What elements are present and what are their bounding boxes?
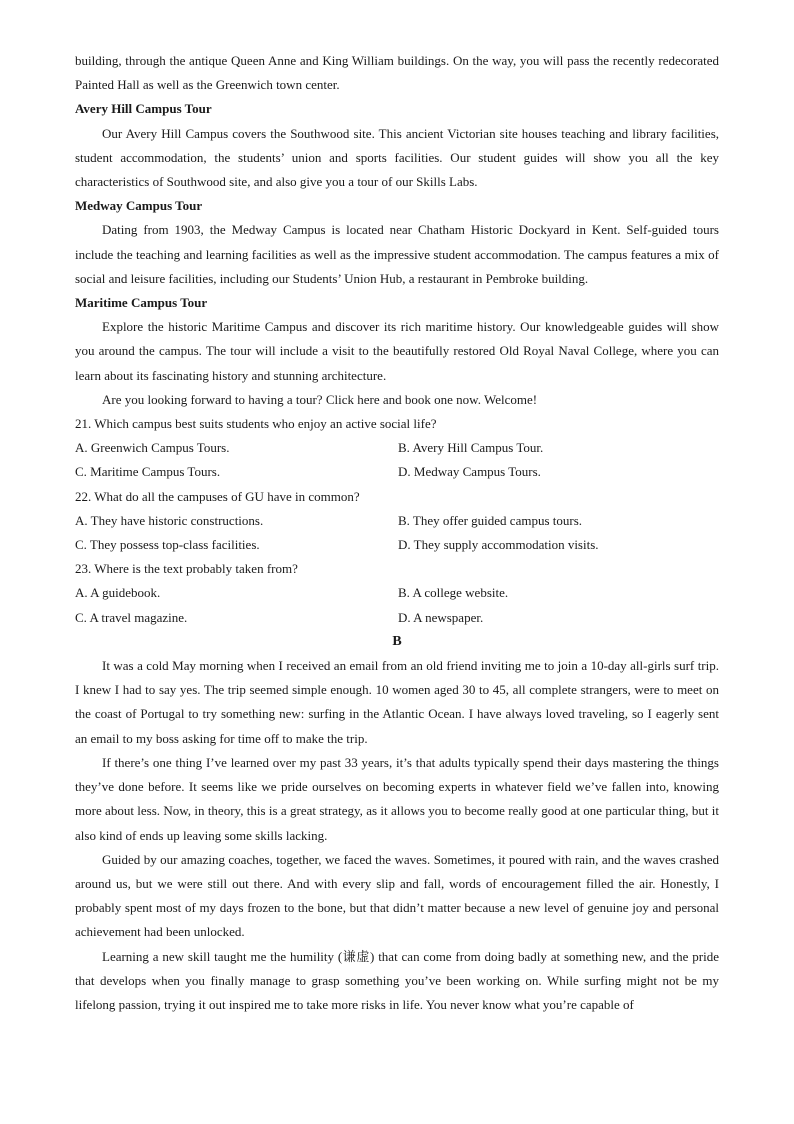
closing-paragraph: Are you looking forward to having a tour? Click here and book one now. Welcome! bbox=[102, 391, 538, 407]
question-23-options bbox=[75, 581, 719, 629]
document-page bbox=[75, 49, 719, 1017]
question-23-option-c: C. A travel magazine. bbox=[75, 609, 188, 625]
question-21-option-a: A. Greenwich Campus Tours. bbox=[75, 440, 230, 456]
question-21: 21. Which campus best suits students who enjoy an active social life? bbox=[75, 416, 437, 432]
question-23: 23. Where is the text probably taken from? bbox=[75, 561, 298, 577]
question-22-options bbox=[75, 509, 719, 557]
question-21-option-b: B. Avery Hill Campus Tour. bbox=[398, 440, 544, 456]
question-22-option-b: B. They offer guided campus tours. bbox=[398, 512, 583, 528]
passage-b-paragraph-4: Learning a new skill taught me the humility (谦虚) that can come from doing badly at something new, and the pride that develops when you finally manage to grasp something you’ve been working on. While surfing might not be my lifelong passion, trying it out inspired me to take more risks in life. You never know what you’re capable of bbox=[75, 948, 719, 1012]
question-22-option-a: A. They have historic constructions. bbox=[75, 512, 264, 528]
question-21-options bbox=[75, 436, 719, 484]
intro-paragraph: building, through the antique Queen Anne and King William buildings. On the way, you will pass the recently redecorated Painted Hall as well as the Greenwich town center. bbox=[75, 53, 719, 93]
question-21-option-c: C. Maritime Campus Tours. bbox=[75, 464, 221, 480]
medway-paragraph: Dating from 1903, the Medway Campus is located near Chatham Historic Dockyard in Kent. Self-guided tours include the teaching and learning facilities as well as the impressive student accommodation. The campus features a mix of social and leisure facilities, including our Students’ Union Hub, a restaurant in Pembroke building. bbox=[75, 222, 719, 286]
question-21-option-d: D. Medway Campus Tours. bbox=[398, 464, 541, 480]
question-22-option-d: D. They supply accommodation visits. bbox=[398, 537, 599, 553]
section-b-heading: B bbox=[392, 633, 402, 649]
maritime-heading: Maritime Campus Tour bbox=[75, 295, 208, 311]
passage-b-paragraph-3: Guided by our amazing coaches, together, we faced the waves. Sometimes, it poured with rain, and the waves crashed around us, but we were still out there. And with every slip and fall, words of encouragement filled the air. Honestly, I probably spent most of my days frozen to the bone, but that didn’t matter because a new level of genuine joy and personal achievement had been unlocked. bbox=[75, 851, 719, 940]
question-23-option-a: A. A guidebook. bbox=[75, 585, 161, 601]
passage-b-paragraph-2: If there’s one thing I’ve learned over my past 33 years, it’s that adults typically spend their days mastering the things they’ve done before. It seems like we pride ourselves on becoming experts in whatever field we’ve fallen into, knowing more about less. Now, in theory, this is a great strategy, as it allows you to become really good at one particular thing, but it also kind of ends up leaving some skills lacking. bbox=[75, 754, 719, 843]
maritime-paragraph: Explore the historic Maritime Campus and discover its rich maritime history. Our knowledgeable guides will show you around the campus. The tour will include a visit to the beautifully restored Old Royal Naval College, where you can learn about its fascinating history and stunning architecture. bbox=[75, 319, 719, 383]
avery-hill-heading: Avery Hill Campus Tour bbox=[75, 101, 212, 117]
question-23-option-d: D. A newspaper. bbox=[398, 609, 484, 625]
avery-hill-paragraph: Our Avery Hill Campus covers the Southwood site. This ancient Victorian site houses teaching and library facilities, student accommodation, the students’ union and sports facilities. Our student guides will show you all the key characteristics of Southwood site, and also give you a tour of our Skills Labs. bbox=[75, 125, 719, 190]
passage-b-paragraph-1: It was a cold May morning when I received an email from an old friend inviting me to join a 10-day all-girls surf trip. I knew I had to say yes. The trip seemed simple enough. 10 women aged 30 to 45, all complete strangers, were to meet on the coast of Portugal to try something new: surfing in the Atlantic Ocean. I have always loved traveling, so I eagerly sent an email to my boss asking for time off to make the trip. bbox=[75, 658, 719, 746]
question-22: 22. What do all the campuses of GU have in common? bbox=[75, 488, 360, 504]
medway-heading: Medway Campus Tour bbox=[75, 198, 203, 214]
question-22-option-c: C. They possess top-class facilities. bbox=[75, 537, 260, 553]
question-23-option-b: B. A college website. bbox=[398, 585, 509, 601]
